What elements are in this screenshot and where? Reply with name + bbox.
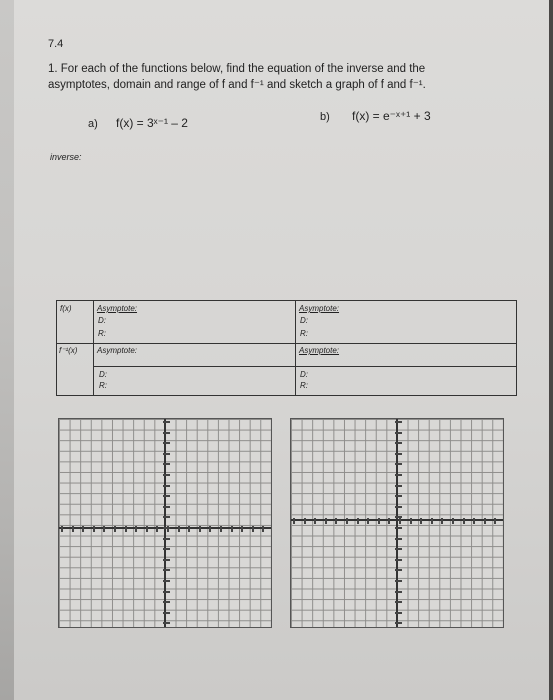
inverse-label: inverse: <box>50 152 82 162</box>
x-axis-tick <box>420 518 422 524</box>
x-axis-tick <box>72 526 74 532</box>
y-axis-tick <box>395 495 402 497</box>
y-axis-tick <box>163 453 170 455</box>
finv-range-a: R: <box>99 381 107 390</box>
x-axis-tick <box>314 518 316 524</box>
x-axis-tick <box>346 518 348 524</box>
x-axis-tick <box>335 518 337 524</box>
x-axis <box>291 519 503 521</box>
x-axis-tick <box>388 518 390 524</box>
finv-range-b: R: <box>300 381 308 390</box>
y-axis-tick <box>163 516 170 518</box>
graph-grid-b <box>290 418 504 628</box>
x-axis-tick <box>463 518 465 524</box>
finv-asymptote-a: Asymptote: <box>97 346 138 355</box>
y-axis-tick <box>163 463 170 465</box>
x-axis-tick <box>93 526 95 532</box>
y-axis-tick <box>163 538 170 540</box>
x-axis-tick <box>484 518 486 524</box>
y-axis-tick <box>163 432 170 434</box>
x-axis-tick <box>325 518 327 524</box>
f-range-b: R: <box>300 329 308 338</box>
y-axis-tick <box>163 548 170 550</box>
x-axis-tick <box>473 518 475 524</box>
x-axis-tick <box>252 526 254 532</box>
y-axis-tick <box>395 527 402 529</box>
table-divider <box>57 343 516 344</box>
f-asymptote-a: Asymptote: <box>97 304 138 313</box>
x-axis-tick <box>156 526 158 532</box>
table-divider <box>93 366 516 367</box>
x-axis-tick <box>209 526 211 532</box>
finv-asymptote-b: Asymptote: <box>299 346 340 355</box>
x-axis-tick <box>357 518 359 524</box>
properties-table <box>56 300 517 396</box>
x-axis-tick <box>82 526 84 532</box>
y-axis-tick <box>163 622 170 624</box>
x-axis-tick <box>367 518 369 524</box>
y-axis <box>396 419 398 627</box>
finv-domain-b: D: <box>300 370 308 379</box>
x-axis-tick <box>262 526 264 532</box>
y-axis-tick <box>395 442 402 444</box>
y-axis-tick <box>163 495 170 497</box>
y-axis-tick <box>395 421 402 423</box>
y-axis-tick <box>395 474 402 476</box>
finv-row-label: f⁻¹(x) <box>59 346 78 355</box>
y-axis-tick <box>395 622 402 624</box>
y-axis-tick <box>163 569 170 571</box>
question-text <box>48 61 426 93</box>
y-axis-tick <box>163 442 170 444</box>
y-axis-tick <box>163 474 170 476</box>
y-axis-tick <box>395 432 402 434</box>
y-axis-tick <box>163 485 170 487</box>
part-a-label: a) <box>88 118 98 130</box>
x-axis-tick <box>441 518 443 524</box>
y-axis-tick <box>163 506 170 508</box>
y-axis <box>164 419 166 627</box>
y-axis-tick <box>395 506 402 508</box>
y-axis-tick <box>163 601 170 603</box>
y-axis-tick <box>163 612 170 614</box>
y-axis-tick <box>163 580 170 582</box>
y-axis-tick <box>395 612 402 614</box>
x-axis-tick <box>167 526 169 532</box>
y-axis-tick <box>395 548 402 550</box>
y-axis-tick <box>395 485 402 487</box>
question-line-1: 1. For each of the functions below, find the equation of the inverse and the <box>48 63 426 75</box>
table-divider <box>295 301 296 395</box>
y-axis-tick <box>395 453 402 455</box>
part-a-function: f(x) = 3ˣ⁻¹ – 2 <box>116 116 188 130</box>
x-axis-tick <box>146 526 148 532</box>
y-axis-tick <box>163 559 170 561</box>
x-axis-tick <box>135 526 137 532</box>
f-asymptote-b: Asymptote: <box>299 304 340 313</box>
x-axis-tick <box>220 526 222 532</box>
x-axis-tick <box>199 526 201 532</box>
question-line-2: asymptotes, domain and range of f and f⁻¹ and sketch a graph of f and f⁻¹. <box>48 79 426 91</box>
x-axis-tick <box>304 518 306 524</box>
y-axis-tick <box>395 591 402 593</box>
finv-domain-a: D: <box>99 370 107 379</box>
x-axis-tick <box>378 518 380 524</box>
y-axis-tick <box>395 559 402 561</box>
table-divider <box>93 301 94 395</box>
x-axis-tick <box>188 526 190 532</box>
y-axis-tick <box>395 538 402 540</box>
x-axis-tick <box>178 526 180 532</box>
f-row-label: f(x) <box>60 304 72 313</box>
x-axis-tick <box>241 526 243 532</box>
x-axis-tick <box>293 518 295 524</box>
y-axis-tick <box>395 463 402 465</box>
x-axis-tick <box>431 518 433 524</box>
f-domain-b: D: <box>300 316 308 325</box>
x-axis-tick <box>410 518 412 524</box>
photo-edge <box>549 0 553 700</box>
f-domain-a: D: <box>98 316 106 325</box>
x-axis-tick <box>114 526 116 532</box>
y-axis-tick <box>163 591 170 593</box>
graph-grid-a <box>58 418 272 628</box>
x-axis-tick <box>231 526 233 532</box>
y-axis-tick <box>395 601 402 603</box>
x-axis-tick <box>494 518 496 524</box>
y-axis-tick <box>395 580 402 582</box>
x-axis-tick <box>125 526 127 532</box>
x-axis-tick <box>452 518 454 524</box>
section-number: 7.4 <box>48 38 64 50</box>
y-axis-tick <box>395 569 402 571</box>
part-b-label: b) <box>320 111 330 123</box>
y-axis-tick <box>163 421 170 423</box>
x-axis-tick <box>61 526 63 532</box>
x-axis-tick <box>399 518 401 524</box>
x-axis-tick <box>103 526 105 532</box>
part-b-function: f(x) = e⁻ˣ⁺¹ + 3 <box>352 109 431 123</box>
f-range-a: R: <box>98 329 106 338</box>
